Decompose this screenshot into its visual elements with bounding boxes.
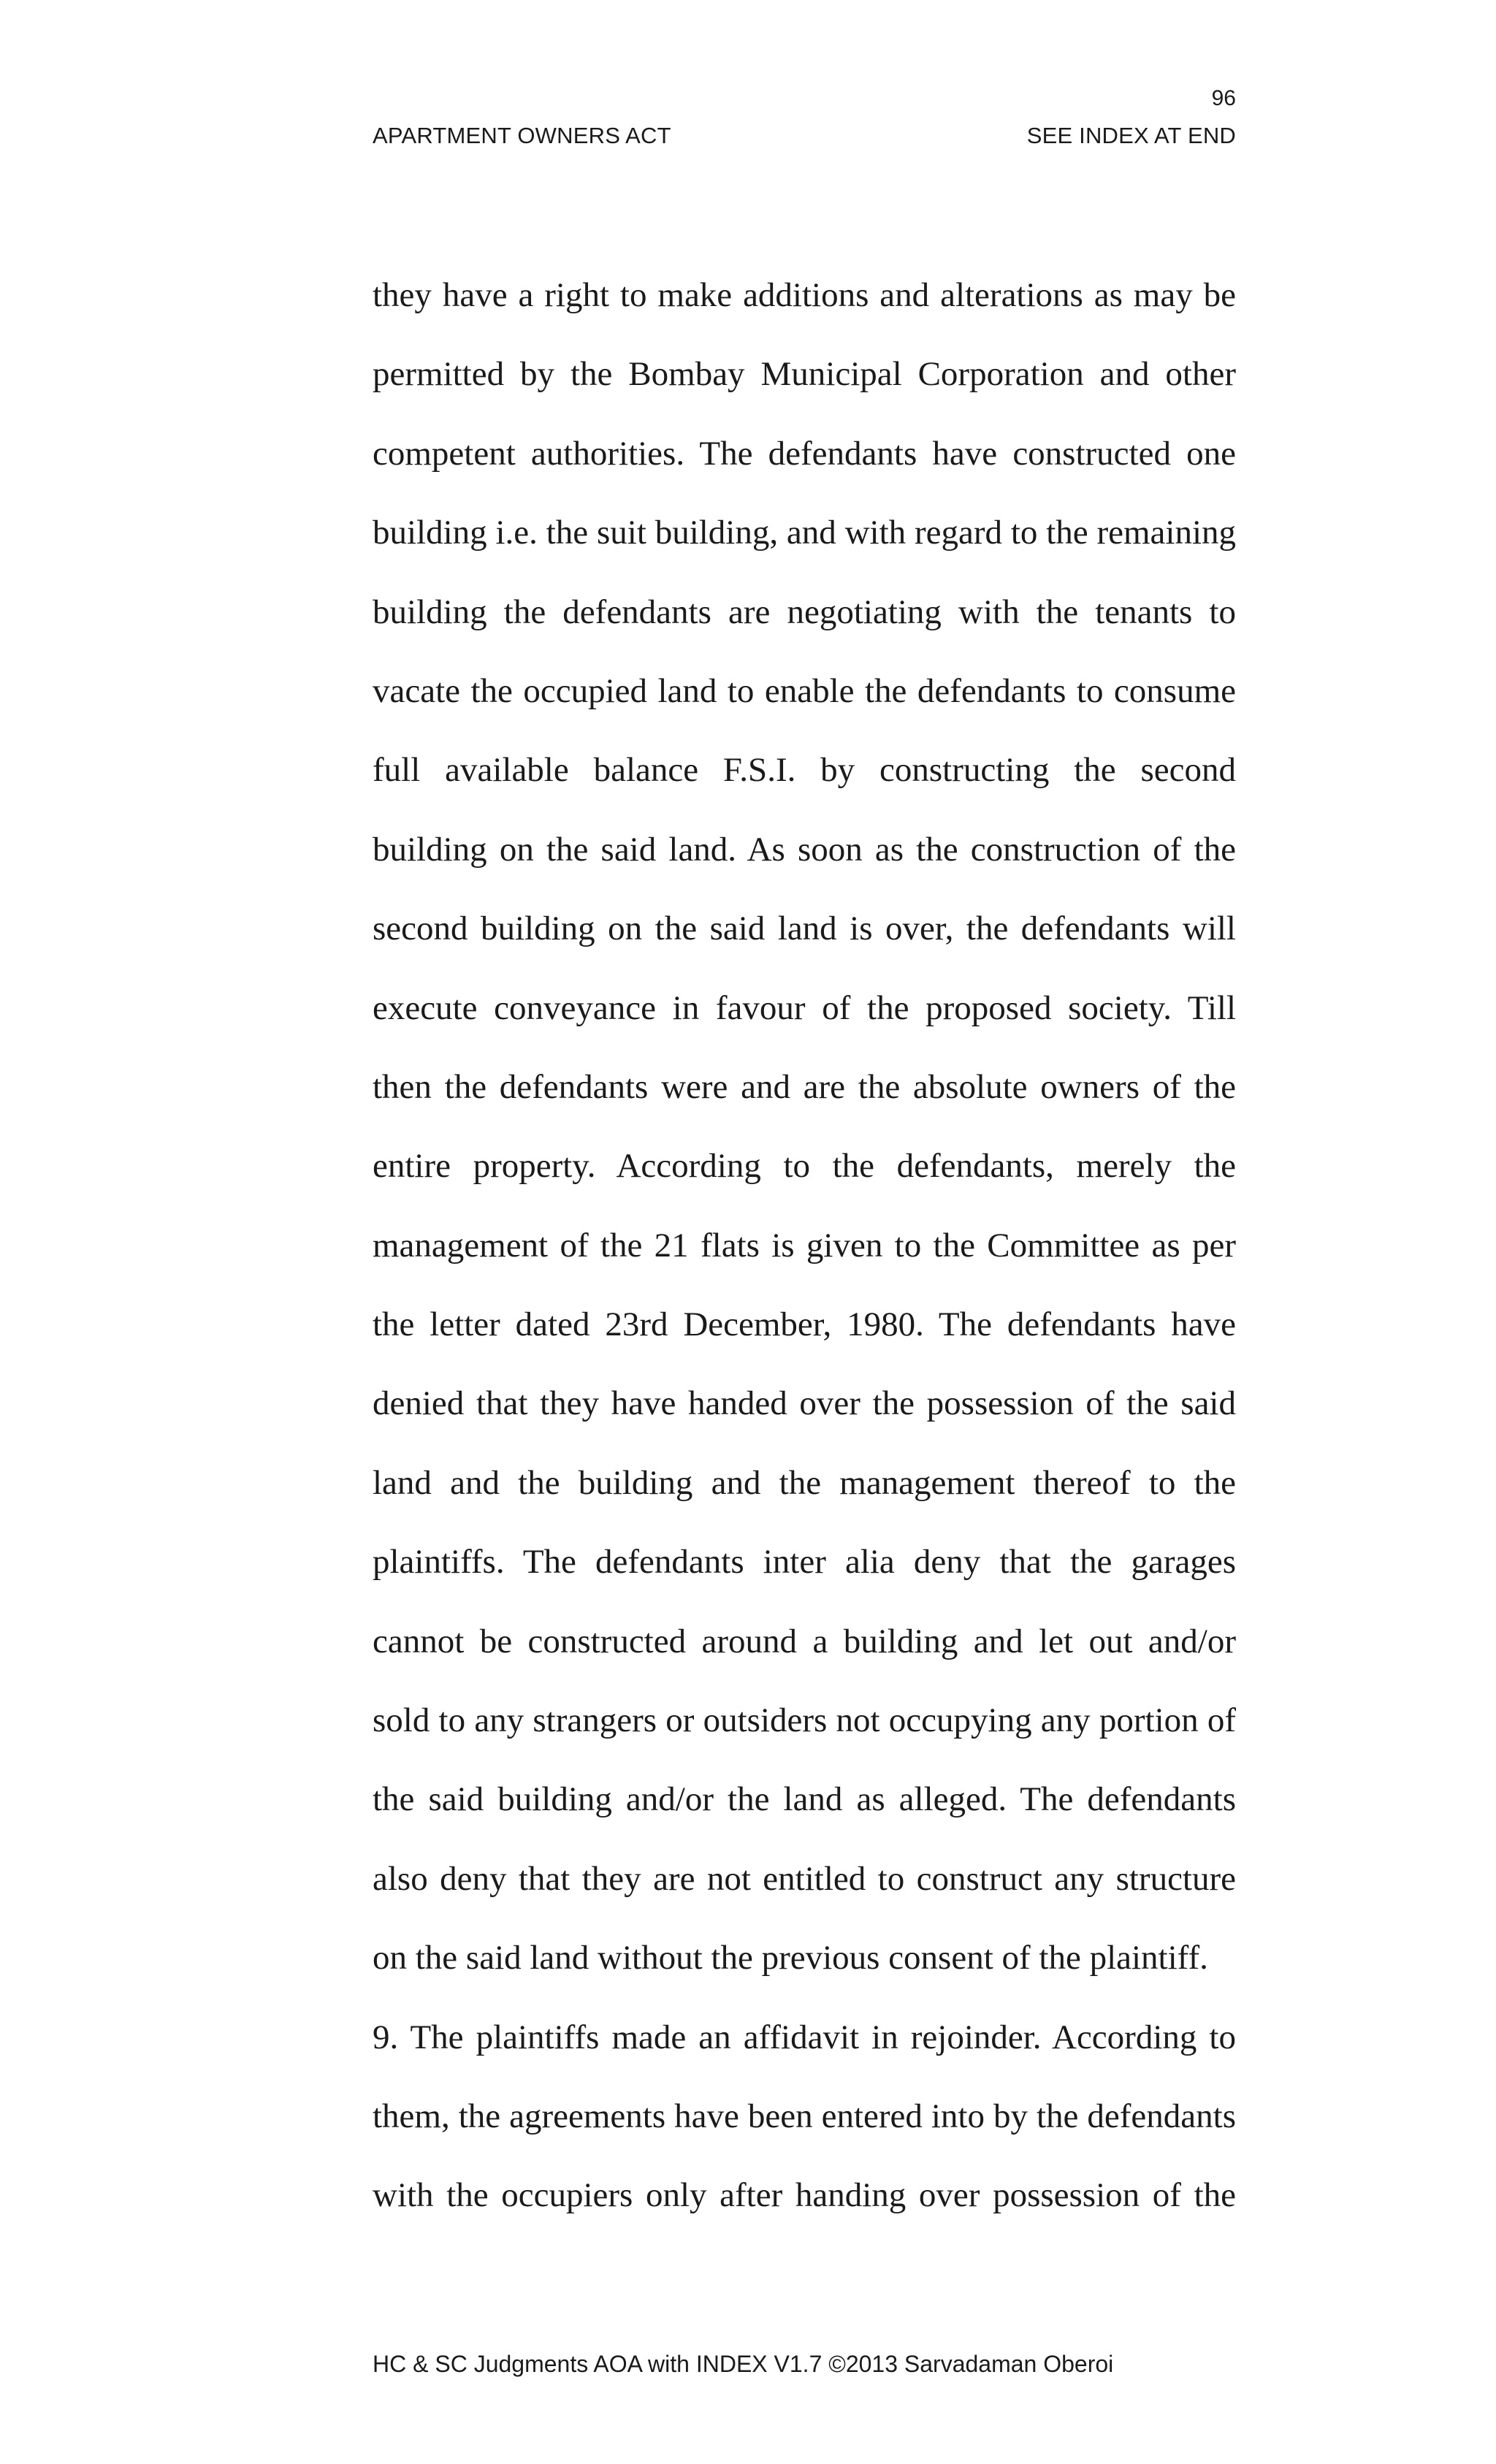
text-line: sold to any strangers or outsiders not occupying any portion of [373, 1701, 1236, 1740]
text-line: management of the 21 flats is given to the Committee as per [373, 1226, 1236, 1265]
text-line: competent authorities. The defendants have constructed one [373, 434, 1236, 473]
running-header [373, 124, 1236, 147]
text-line: plaintiffs. The defendants inter alia deny that the garages [373, 1543, 1236, 1582]
text-line: denied that they have handed over the possession of the said [373, 1384, 1236, 1423]
body-text [373, 256, 1236, 2235]
text-line: cannot be constructed around a building and let out and/or [373, 1622, 1236, 1660]
text-line: with the occupiers only after handing over possession of the [373, 2176, 1236, 2215]
text-line: on the said land without the previous consent of the plaintiff. [373, 1939, 1208, 1977]
text-line: execute conveyance in favour of the proposed society. Till [373, 988, 1236, 1027]
text-line: the said building and/or the land as alleged. The defendants [373, 1780, 1236, 1819]
text-line: building on the said land. As soon as the construction of the [373, 830, 1236, 869]
text-line: land and the building and the management thereof to the [373, 1463, 1236, 1502]
text-line: then the defendants were and are the absolute owners of the [373, 1067, 1236, 1106]
page-number: 96 [1211, 86, 1236, 110]
text-line: them, the agreements have been entered into by the defendants [373, 2097, 1236, 2135]
header-right-note: SEE INDEX AT END [1026, 123, 1236, 148]
text-line: full available balance F.S.I. by constructing the second [373, 751, 1236, 790]
text-line: building the defendants are negotiating with the tenants to [373, 592, 1236, 631]
text-line: second building on the said land is over, the defendants will [373, 909, 1236, 948]
text-line: permitted by the Bombay Municipal Corporation and other [373, 355, 1236, 394]
text-line: the letter dated 23rd December, 1980. The defendants have [373, 1305, 1236, 1344]
text-line: building i.e. the suit building, and with regard to the remaining [373, 514, 1236, 552]
text-line: they have a right to make additions and alterations as may be [373, 276, 1236, 314]
text-line: also deny that they are not entitled to construct any structure [373, 1859, 1236, 1898]
footer-copyright: HC & SC Judgments AOA with INDEX V1.7 ©2013 Sarvadaman Oberoi [373, 2351, 1114, 2377]
header-left-title: APARTMENT OWNERS ACT [373, 123, 671, 148]
text-line: 9. The plaintiffs made an affidavit in rejoinder. According to [373, 2018, 1236, 2056]
text-line: vacate the occupied land to enable the defendants to consume [373, 671, 1236, 710]
text-line: entire property. According to the defendants, merely the [373, 1147, 1236, 1186]
